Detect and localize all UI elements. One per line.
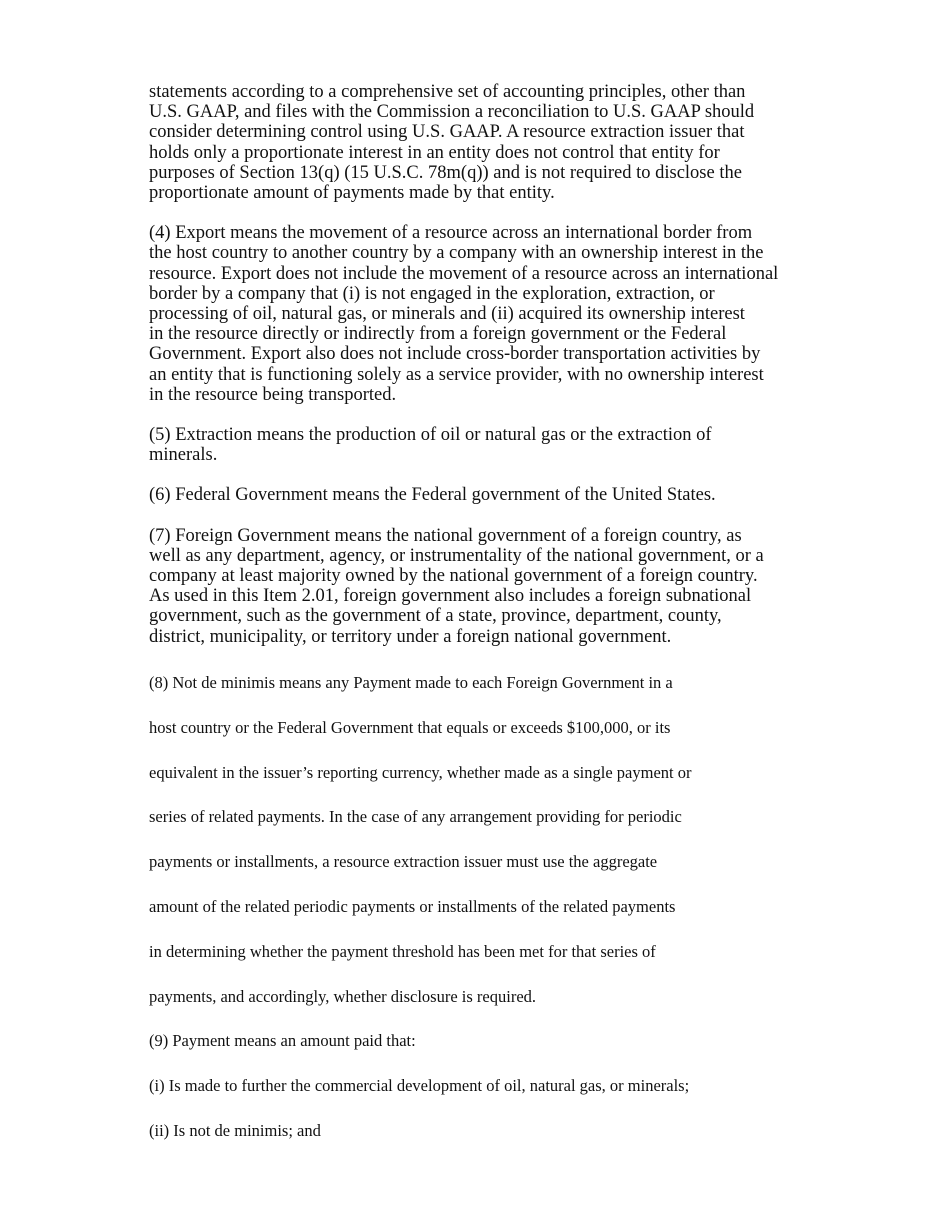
- paragraph-extraction-definition: (5) Extraction means the production of oil or natural gas or the extraction of minerals.: [149, 425, 712, 466]
- paragraph-payment-definition: (9) Payment means an amount paid that:: [149, 1031, 416, 1051]
- paragraph-federal-government-definition: (6) Federal Government means the Federal government of the United States.: [149, 485, 716, 506]
- paragraph-control-continued: statements according to a comprehensive set of accounting principles, other than U.S. GAAP, and files with the Commission a reconciliation to U.S. GAAP should consider determining control using U.S. GAAP. A resource extraction issuer that holds only a proportionate interest in an entity does not control that entity for purposes of Section 13(q) (15 U.S.C. 78m(q)) and is not required to disclose the proportionate amount of payments made by that entity.: [149, 82, 755, 204]
- paragraph-foreign-government-definition: (7) Foreign Government means the national government of a foreign country, as well as any department, agency, or instrumentality of the national government, or a company at least majority owned by the national government of a foreign country. As used in this Item 2.01, foreign government also includes a foreign subnational government, such as the government of a state, province, department, county, district, municipality, or territory under a foreign national government.: [149, 525, 764, 647]
- paragraph-payment-clause-ii: (ii) Is not de minimis; and: [149, 1120, 321, 1140]
- paragraph-payment-clause-i: (i) Is made to further the commercial development of oil, natural gas, or minerals;: [149, 1076, 690, 1096]
- document-page: [149, 82, 849, 667]
- paragraph-not-de-minimis-definition: (8) Not de minimis means any Payment made to each Foreign Government in a host country or the Federal Government that equals or exceeds $100,000, or its equivalent in the issuer’s reporting currency, whether made as a single payment or series of related payments. In the case of any arrangement providing for periodic payments or installments, a resource extraction issuer must use the aggregate amount of the related periodic payments or installments of the related payments in determining whether the payment threshold has been met for that series of payments, and accordingly, whether disclosure is required.: [149, 673, 692, 1006]
- paragraph-export-definition: (4) Export means the movement of a resource across an international border from the host country to another country by a company with an ownership interest in the resource. Export does not include the movement of a resource across an international border by a company that (i) is not engaged in the exploration, extraction, or processing of oil, natural gas, or minerals and (ii) acquired its ownership interest in the resource directly or indirectly from a foreign government or the Federal Government. Export also does not include cross-border transportation activities by an entity that is functioning solely as a service provider, with no ownership interest in the resource being transported.: [149, 223, 779, 405]
- spaced-section: [149, 661, 849, 1154]
